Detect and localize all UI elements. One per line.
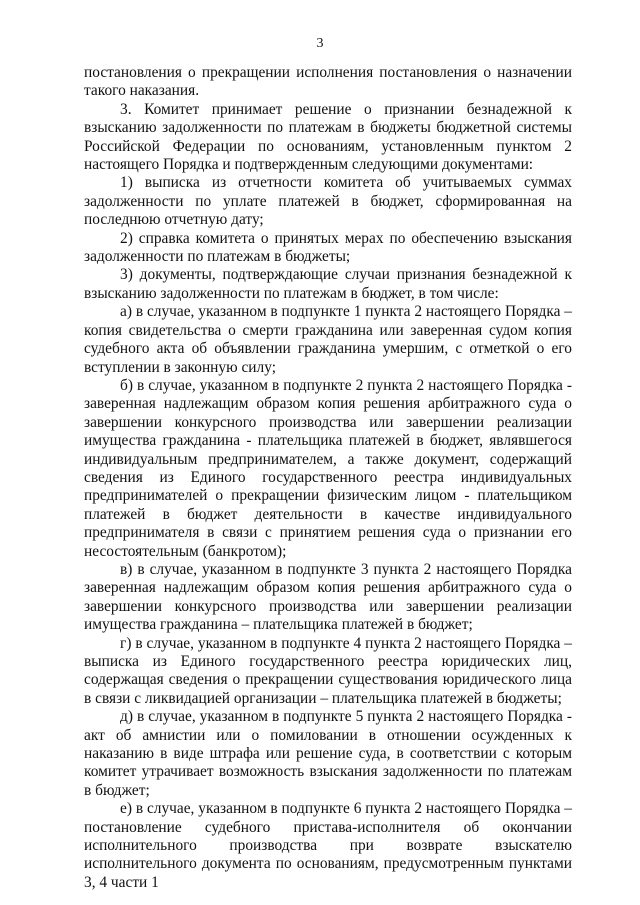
paragraph-continuation: постановления о прекращении исполнения постановления о назначении такого наказания. [84,64,572,100]
paragraph-case-d: д) в случае, указанном в подпункте 5 пункта 2 настоящего Порядка - акт об амнистии или о помиловании в отношении осужденных к наказанию в виде штрафа или решение суда, в соответствии с которым комитет утрачивает возможность взыскания задолженности по платежам в бюджет; [84,708,572,799]
page-number: 3 [316,36,324,51]
paragraph-item-3: 3. Комитет принимает решение о признании безнадежной к взысканию задолженности по платежам в бюджеты бюджетной системы Российской Федерации по основаниям, установленным пунктом 2 настоящего Порядка и подтвержденным следующими документами: [84,100,572,174]
paragraph-subitem-1: 1) выписка из отчетности комитета об учитываемых суммах задолженности по уплате платежей в бюджет, сформированная на последнюю отчетную дату; [84,174,572,229]
paragraph-subitem-3: 3) документы, подтверждающие случаи признания безнадежной к взысканию задолженности по платежам в бюджет, в том числе: [84,266,572,302]
paragraph-case-a: а) в случае, указанном в подпункте 1 пункта 2 настоящего Порядка – копия свидетельства о смерти гражданина или заверенная судом копия судебного акта об объявлении гражданина умершим, с отметкой о его вступлении в законную силу; [84,303,572,376]
paragraph-subitem-2: 2) справка комитета о принятых мерах по обеспечению взыскания задолженности по платежам в бюджеты; [84,229,572,266]
document-body [84,64,572,892]
paragraph-case-g: г) в случае, указанном в подпункте 4 пункта 2 настоящего Порядка – выписка из Единого государственного реестра юридических лиц, содержащая сведения о прекращении существования юридического лица в связи с ликвидацией организации – плательщика платежей в бюджеты; [84,634,572,707]
paragraph-case-b: б) в случае, указанном в подпункте 2 пункта 2 настоящего Порядка - заверенная надлежащим образом копия решения арбитражного суда о завершении конкурсного производства или завершении реализации имущества гражданина - плательщика платежей в бюджет, являвшегося индивидуальным предпринимателем, а также документ, содержащий сведения из Единого государственного реестра индивидуальных предпринимателей о прекращении физическим лицом - плательщиком платежей в бюджет деятельности в качестве индивидуального предпринимателя в связи с принятием решения суда о признании его несостоятельным (банкротом); [84,376,572,560]
paragraph-case-v: в) в случае, указанном в подпункте 3 пункта 2 настоящего Порядка заверенная надлежащим образом копия решения арбитражного суда о завершении конкурсного производства или завершении реализации имущества гражданина – плательщика платежей в бюджет; [84,560,572,634]
paragraph-case-e: е) в случае, указанном в подпункте 6 пункта 2 настоящего Порядка – постановление судебного пристава-исполнителя об окончании исполнительного производства при возврате взыскателю исполнительного документа по основаниям, предусмотренным пунктами 3, 4 части 1 [84,800,572,891]
